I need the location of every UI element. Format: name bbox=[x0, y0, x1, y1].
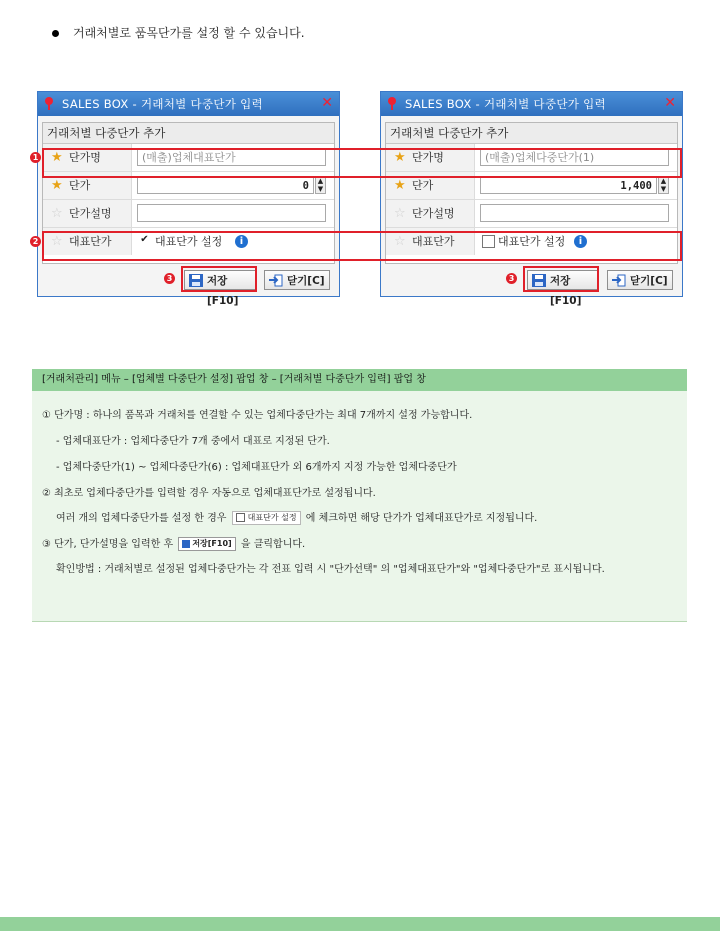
price-name-input[interactable]: (매출)업체다중단가(1) bbox=[480, 148, 669, 166]
note-line-1: ① 단가명 : 하나의 품목과 거래처를 연결할 수 있는 업체다중단가는 최대 7개까지 설정 가능합니다. bbox=[42, 410, 473, 421]
note-line-3: - 업체다중단가(1) ~ 업체다중단가(6) : 업체대표단가 외 6개까지 지정 가능한 업체다중단가 bbox=[56, 462, 457, 473]
row-label: 단가명 bbox=[412, 151, 444, 164]
highlight-save-left bbox=[181, 266, 257, 292]
highlight-save-right bbox=[523, 266, 599, 292]
row-label: 단가 bbox=[412, 179, 434, 192]
note-text: 에 체크하면 해당 단가가 업체대표단가로 지정됩니다. bbox=[305, 513, 538, 524]
star-icon: ★ bbox=[394, 150, 406, 165]
description-input[interactable] bbox=[137, 204, 326, 222]
close-button[interactable] bbox=[607, 270, 673, 290]
checkbox-label: 대표단가 설정 bbox=[155, 235, 223, 248]
exit-icon bbox=[269, 274, 283, 287]
info-icon[interactable]: i bbox=[235, 235, 248, 248]
note-text: 여러 개의 업체다중단가를 설정 한 경우 bbox=[56, 513, 227, 524]
exit-icon bbox=[612, 274, 626, 287]
highlight-box-1 bbox=[42, 148, 682, 178]
star-icon: ☆ bbox=[51, 234, 63, 249]
star-icon: ★ bbox=[51, 150, 63, 165]
checkbox-label: 대표단가 설정 bbox=[498, 235, 566, 248]
description-input[interactable] bbox=[480, 204, 669, 222]
price-input[interactable]: 1,400 bbox=[480, 176, 657, 194]
chip-label: 저장[F10] bbox=[192, 539, 232, 548]
row-label: 단가 bbox=[69, 179, 91, 192]
row-label: 단가명 bbox=[69, 151, 101, 164]
section-title: 거래처별 다중단가 추가 bbox=[43, 123, 334, 144]
star-icon: ☆ bbox=[51, 206, 63, 221]
row-label: 대표단가 bbox=[69, 235, 112, 248]
note-text: ③ 단가, 단가설명을 입력한 후 bbox=[42, 539, 174, 550]
marker-3: 3 bbox=[164, 273, 175, 284]
footer-bar bbox=[0, 917, 720, 931]
row-description bbox=[43, 200, 334, 228]
intro-line bbox=[52, 24, 305, 41]
bullet-icon bbox=[52, 30, 59, 37]
marker-2: 2 bbox=[30, 236, 41, 247]
dialog-title: SALES BOX - 거래처별 다중단가 입력 bbox=[62, 97, 263, 111]
dialog-title: SALES BOX - 거래처별 다중단가 입력 bbox=[405, 97, 606, 111]
star-icon: ★ bbox=[51, 178, 63, 193]
close-label: 닫기[C] bbox=[287, 275, 325, 287]
dialog-titlebar[interactable] bbox=[38, 92, 339, 116]
note-line-2: - 업체대표단가 : 업체다중단가 7개 중에서 대표로 지정된 단가. bbox=[56, 436, 330, 447]
section-title: 거래처별 다중단가 추가 bbox=[386, 123, 677, 144]
close-label: 닫기[C] bbox=[630, 275, 668, 287]
note-line-5 bbox=[56, 509, 537, 525]
checkbox-icon bbox=[236, 513, 245, 522]
row-description bbox=[386, 200, 677, 228]
row-label: 단가설명 bbox=[69, 207, 112, 220]
note-box bbox=[32, 369, 687, 622]
info-icon[interactable]: i bbox=[574, 235, 587, 248]
row-label: 대표단가 bbox=[412, 235, 455, 248]
inline-save-chip bbox=[178, 537, 235, 551]
close-icon[interactable]: ✕ bbox=[664, 95, 676, 111]
salesbox-logo-icon bbox=[385, 95, 399, 111]
note-line-4: ② 최초로 업체다중단가를 입력할 경우 자동으로 업체대표단가로 설정됩니다. bbox=[42, 488, 376, 499]
price-name-input[interactable]: (매출)업체대표단가 bbox=[137, 148, 326, 166]
close-icon[interactable]: ✕ bbox=[321, 95, 333, 111]
spinner-icon[interactable]: ▲ ▼ bbox=[658, 176, 669, 194]
save-icon bbox=[182, 540, 190, 548]
note-text: 을 클릭합니다. bbox=[240, 539, 306, 550]
row-label: 단가설명 bbox=[412, 207, 455, 220]
inline-checkbox-chip bbox=[232, 511, 301, 525]
save-label: 저장[F10] bbox=[550, 275, 582, 307]
representative-checkbox[interactable]: ✔ bbox=[140, 234, 149, 245]
marker-3-right: 3 bbox=[506, 273, 517, 284]
star-icon: ☆ bbox=[394, 234, 406, 249]
intro-text: 거래처별로 품목단가를 설정 할 수 있습니다. bbox=[73, 26, 305, 40]
note-header: [거래처관리] 메뉴 – [업체별 다중단가 설정] 팝업 창 – [거래처별 다중단가 입력] 팝업 창 bbox=[32, 369, 687, 391]
close-button[interactable] bbox=[264, 270, 330, 290]
note-line-6 bbox=[42, 535, 305, 551]
chip-label: 대표단가 설정 bbox=[247, 513, 297, 522]
star-icon: ☆ bbox=[394, 206, 406, 221]
note-line-7: 확인방법 : 거래처별로 설정된 업체다중단가는 각 전표 입력 시 "단가선택" 의 "업체대표단가"와 "업체다중단가"로 표시됩니다. bbox=[56, 564, 605, 575]
highlight-box-2 bbox=[42, 231, 682, 261]
marker-1: 1 bbox=[30, 152, 41, 163]
star-icon: ★ bbox=[394, 178, 406, 193]
salesbox-logo-icon bbox=[42, 95, 56, 111]
spinner-icon[interactable]: ▲ ▼ bbox=[315, 176, 326, 194]
price-input[interactable]: 0 bbox=[137, 176, 314, 194]
save-label: 저장[F10] bbox=[207, 275, 239, 307]
dialog-titlebar[interactable] bbox=[381, 92, 682, 116]
